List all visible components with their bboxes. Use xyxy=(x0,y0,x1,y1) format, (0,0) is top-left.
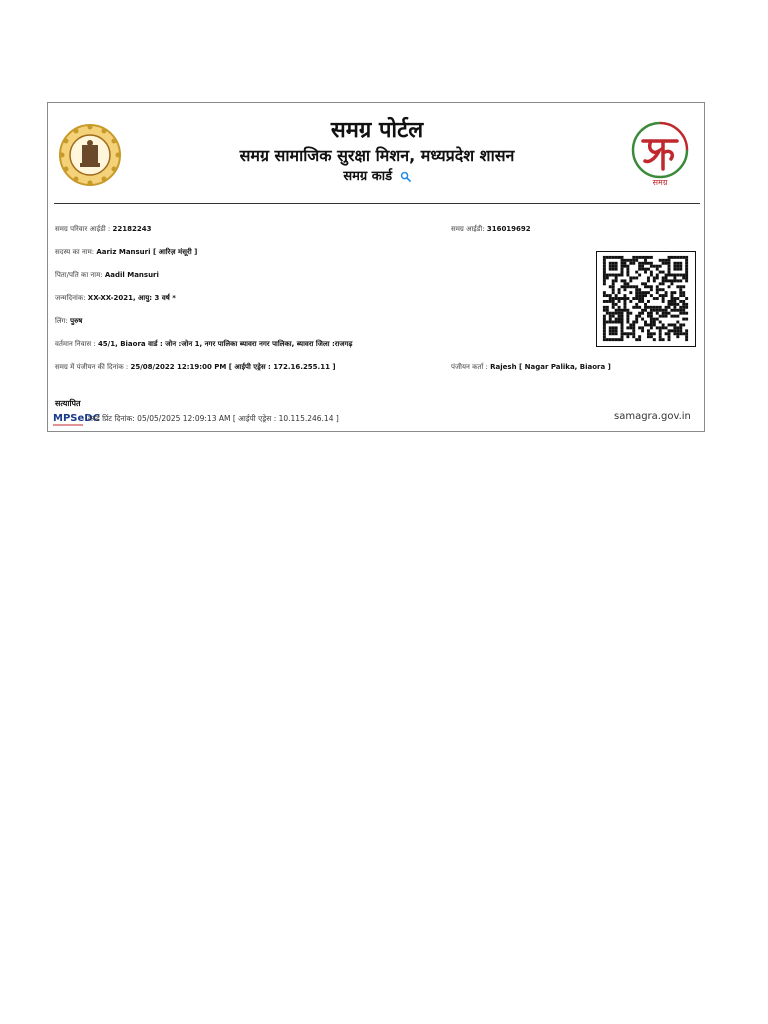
qr-code-icon xyxy=(596,251,696,347)
gender-value: पुरुष xyxy=(70,317,83,325)
family-id-value: 22182243 xyxy=(112,225,152,233)
site-link[interactable]: samagra.gov.in xyxy=(614,411,691,422)
samagra-id-value: 316019692 xyxy=(486,225,531,233)
father-name-field xyxy=(55,270,159,280)
dob-value: XX-XX-2021, आयु: 3 वर्ष * xyxy=(87,294,176,302)
samagra-id-field xyxy=(451,224,531,234)
gender-field xyxy=(55,316,82,326)
verified-label: सत्यापित xyxy=(55,399,81,408)
card-header xyxy=(148,117,606,187)
samagra-logo-icon xyxy=(629,119,691,189)
samagra-id-label: समग्र आईडी: xyxy=(451,225,487,233)
print-date-line: कार्ड प्रिंट दिनांक: 05/05/2025 12:09:13 AM [ आईपी एड्रेस : 10.115.246.14 ] xyxy=(88,414,339,423)
member-name-label: सदस्य का नाम: xyxy=(55,248,97,256)
dob-label: जन्मदिनांक: xyxy=(55,294,88,302)
samagra-card xyxy=(47,102,705,432)
card-title-text: समग्र कार्ड xyxy=(343,169,393,184)
registered-by-label: पंजीयन कर्ता : xyxy=(451,363,491,371)
mission-title: समग्र सामाजिक सुरक्षा मिशन, मध्यप्रदेश शासन xyxy=(239,146,515,165)
gender-label: लिंग: xyxy=(55,317,71,325)
logo-caption: समग्र xyxy=(652,178,668,187)
father-name-label: पिता/पति का नाम: xyxy=(55,271,105,279)
mpsedc-logo-icon xyxy=(53,410,100,428)
registration-date-label: समग्र में पंजीयन की दिनांक : xyxy=(55,363,131,371)
father-name-value: Aadil Mansuri xyxy=(104,271,159,279)
mpsedc-logo-text: MPSeDC xyxy=(53,413,100,424)
registered-by-value: Rajesh [ Nagar Palika, Biaora ] xyxy=(490,363,611,371)
header-divider xyxy=(54,203,700,204)
member-name-value: Aariz Mansuri [ आरिज़ मंसूरी ] xyxy=(96,248,198,256)
mp-state-emblem-icon xyxy=(58,123,122,187)
address-value: 45/1, Biaora वार्ड : जोन :जोन 1, नगर पालिका ब्यावरा नगर पालिका, ब्यावरा जिला :राजगढ़ xyxy=(97,340,353,348)
address-label: वर्तमान निवास : xyxy=(55,340,98,348)
registration-date-field xyxy=(55,362,336,372)
family-id-label: समग्र परिवार आईडी : xyxy=(55,225,113,233)
dob-field xyxy=(55,293,176,303)
search-icon[interactable] xyxy=(400,171,411,182)
address-field xyxy=(55,339,353,349)
registration-date-value: 25/08/2022 12:19:00 PM [ आईपी एड्रेस : 172.16.255.11 ] xyxy=(130,363,336,371)
card-title xyxy=(148,167,606,187)
registered-by-field xyxy=(451,362,611,372)
portal-title: समग्र पोर्टल xyxy=(330,118,424,143)
member-name-field xyxy=(55,247,197,257)
family-id-field xyxy=(55,224,151,234)
